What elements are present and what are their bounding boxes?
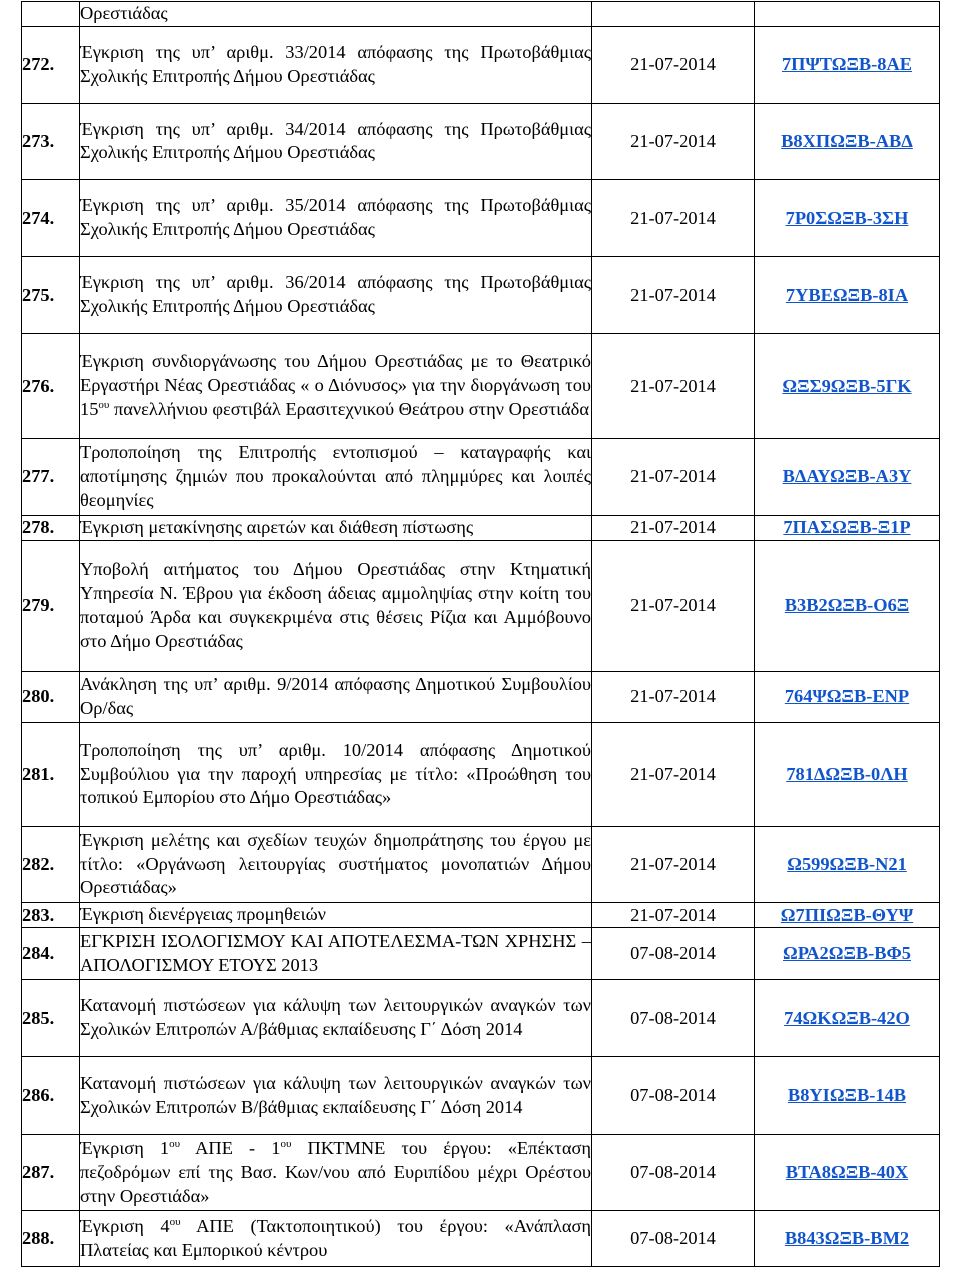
row-ada	[755, 1134, 940, 1211]
ada-link[interactable]: ΒΤΑ8ΩΞΒ-40Χ	[785, 1162, 909, 1183]
row-subject: Ορεστιάδας	[80, 2, 592, 27]
row-number	[22, 2, 80, 27]
ada-link[interactable]: 7Ρ0ΣΩΞΒ-3ΣΗ	[785, 207, 909, 228]
row-number: 280.	[22, 671, 80, 722]
row-number: 275.	[22, 256, 80, 334]
row-number: 287.	[22, 1134, 80, 1211]
row-subject: Έγκριση μελέτης και σχεδίων τευχών δημοπράτησης του έργου με τίτλο: «Οργάνωση λειτουργίας συστήματος μονοπατιών Δήμου Ορεστιάδας»	[80, 826, 592, 903]
ada-link[interactable]: Β843ΩΞΒ-ΒΜ2	[784, 1228, 910, 1249]
row-ada	[755, 256, 940, 334]
row-ada	[755, 103, 940, 180]
table-row	[22, 180, 940, 257]
table-row	[22, 27, 940, 104]
ada-link[interactable]: 764ΨΩΞΒ-ΕΝΡ	[784, 686, 910, 707]
row-subject: Κατανομή πιστώσεων για κάλυψη των λειτουργικών αναγκών των Σχολικών Επιτροπών Β/βάθμιας εκπαίδευσης Γ΄ Δόση 2014	[80, 1057, 592, 1135]
row-subject: Τροποποίηση της υπ’ αριθμ. 10/2014 απόφασης Δημοτικού Συμβούλιου για την παροχή υπηρεσίας με τίτλο: «Προώθηση του τοπικού Εμπορίου στο Δήμο Ορεστιάδας»	[80, 723, 592, 827]
table-row	[22, 826, 940, 903]
table-row	[22, 979, 940, 1057]
row-number: 274.	[22, 180, 80, 257]
row-date: 21-07-2014	[592, 334, 755, 439]
row-number: 277.	[22, 439, 80, 516]
table-row	[22, 1057, 940, 1135]
row-ada	[755, 1211, 940, 1267]
row-ada	[755, 540, 940, 671]
row-date: 21-07-2014	[592, 826, 755, 903]
row-date: 21-07-2014	[592, 903, 755, 928]
row-number: 282.	[22, 826, 80, 903]
ada-link[interactable]: Β8ΧΠΩΞΒ-ΑΒΔ	[781, 130, 913, 151]
row-ada	[755, 515, 940, 540]
row-subject: Ανάκληση της υπ’ αριθμ. 9/2014 απόφασης Δημοτικού Συμβουλίου Ορ/δας	[80, 671, 592, 722]
ada-link[interactable]: 7ΠΑΣΩΞΒ-Ξ1Ρ	[783, 517, 911, 538]
row-ada	[755, 334, 940, 439]
row-subject: Κατανομή πιστώσεων για κάλυψη των λειτουργικών αναγκών των Σχολικών Επιτροπών Α/βάθμιας εκπαίδευσης Γ΄ Δόση 2014	[80, 979, 592, 1057]
ada-link[interactable]: Β8ΥΙΩΞΒ-14Β	[787, 1085, 907, 1106]
row-ada	[755, 180, 940, 257]
row-subject: ΕΓΚΡΙΣΗ ΙΣΟΛΟΓΙΣΜΟΥ ΚΑΙ ΑΠΟΤΕΛΕΣΜΑ-ΤΩΝ ΧΡΗΣΗΣ – ΑΠΟΛΟΓΙΣΜΟΥ ΕΤΟΥΣ 2013	[80, 928, 592, 979]
row-subject: Έγκριση της υπ’ αριθμ. 36/2014 απόφασης της Πρωτοβάθμιας Σχολικής Επιτροπής Δήμου Ορεστιάδας	[80, 256, 592, 334]
ada-link[interactable]: Ω599ΩΞΒ-Ν21	[787, 854, 907, 875]
row-ada	[755, 826, 940, 903]
table-row	[22, 928, 940, 979]
row-ada	[755, 439, 940, 516]
row-subject: Έγκριση της υπ’ αριθμ. 33/2014 απόφασης της Πρωτοβάθμιας Σχολικής Επιτροπής Δήμου Ορεστιάδας	[80, 27, 592, 104]
row-ada	[755, 979, 940, 1057]
row-subject: Έγκριση μετακίνησης αιρετών και διάθεση πίστωσης	[80, 515, 592, 540]
row-date: 07-08-2014	[592, 928, 755, 979]
row-number: 288.	[22, 1211, 80, 1267]
row-date: 07-08-2014	[592, 1057, 755, 1135]
row-number: 272.	[22, 27, 80, 104]
ada-link[interactable]: 7ΥΒΕΩΞΒ-8ΙΑ	[785, 284, 909, 305]
table-row	[22, 671, 940, 722]
row-subject: Υποβολή αιτήματος του Δήμου Ορεστιάδας στην Κτηματική Υπηρεσία Ν. Έβρου για έκδοση άδειας αμμοληψίας στην κοίτη του ποταμού Άρδα και συγκεκριμένα στις θέσεις Ρίζια και Αμμόβουνο στο Δήμο Ορεστιάδας	[80, 540, 592, 671]
table-row	[22, 1134, 940, 1211]
ada-link[interactable]: 7ΠΨΤΩΞΒ-8ΑΕ	[781, 54, 913, 75]
row-subject: Έγκριση της υπ’ αριθμ. 35/2014 απόφασης της Πρωτοβάθμιας Σχολικής Επιτροπής Δήμου Ορεστιάδας	[80, 180, 592, 257]
row-date: 21-07-2014	[592, 540, 755, 671]
ada-link[interactable]: Ω7ΠΙΩΞΒ-ΘΥΨ	[780, 904, 914, 925]
row-date: 21-07-2014	[592, 180, 755, 257]
row-date: 21-07-2014	[592, 671, 755, 722]
table-row	[22, 103, 940, 180]
row-number: 276.	[22, 334, 80, 439]
row-date: 21-07-2014	[592, 723, 755, 827]
row-number: 285.	[22, 979, 80, 1057]
row-date: 07-08-2014	[592, 1211, 755, 1267]
table-row	[22, 903, 940, 928]
row-number: 284.	[22, 928, 80, 979]
row-subject: Έγκριση διενέργειας προμηθειών	[80, 903, 592, 928]
row-subject: Έγκριση συνδιοργάνωσης του Δήμου Ορεστιάδας με το Θεατρικό Εργαστήρι Νέας Ορεστιάδας « ο Διόνυσος» για την διοργάνωση του $15^{o\upsilon}$ πανελλήνιου φεστιβάλ Ερασιτεχνικού Θεάτρου στην Ορεστιάδα	[80, 334, 592, 439]
row-subject: Έγκριση $1^{o\upsilon}$ ΑΠΕ - $1^{o\upsilon}$ ΠΚΤΜΝΕ του έργου: «Επέκταση πεζοδρόμων επί της Βασ. Κων/νου από Ευριπίδου μέχρι Ορέστου στην Ορεστιάδα»	[80, 1134, 592, 1211]
row-number: 273.	[22, 103, 80, 180]
ada-link[interactable]: 74ΩΚΩΞΒ-42Ο	[784, 1007, 910, 1028]
row-number: 283.	[22, 903, 80, 928]
row-subject: Έγκριση $4^{o\upsilon}$ ΑΠΕ (Τακτοποιητικού) του έργου: «Ανάπλαση Πλατείας και Εμπορικού κέντρου	[80, 1211, 592, 1267]
ada-link[interactable]: 781ΔΩΞΒ-0ΛΗ	[786, 763, 908, 784]
row-date: 21-07-2014	[592, 439, 755, 516]
table-row	[22, 1211, 940, 1267]
row-ada	[755, 27, 940, 104]
row-number: 281.	[22, 723, 80, 827]
row-subject: Έγκριση της υπ’ αριθμ. 34/2014 απόφασης της Πρωτοβάθμιας Σχολικής Επιτροπής Δήμου Ορεστιάδας	[80, 103, 592, 180]
table-row	[22, 515, 940, 540]
table-row	[22, 334, 940, 439]
table-row	[22, 540, 940, 671]
row-subject: Τροποποίηση της Επιτροπής εντοπισμού – καταγραφής και αποτίμησης ζημιών που προκαλούνται από πλημμύρες και λοιπές θεομηνίες	[80, 439, 592, 516]
row-number: 278.	[22, 515, 80, 540]
row-ada	[755, 903, 940, 928]
row-ada	[755, 928, 940, 979]
row-date: 21-07-2014	[592, 515, 755, 540]
row-date: 21-07-2014	[592, 256, 755, 334]
ada-link[interactable]: ΩΡΑ2ΩΞΒ-ΒΦ5	[782, 943, 911, 964]
table-row	[22, 256, 940, 334]
row-date: 07-08-2014	[592, 979, 755, 1057]
row-ada	[755, 671, 940, 722]
table-row	[22, 439, 940, 516]
table-row	[22, 2, 940, 27]
row-date: 21-07-2014	[592, 27, 755, 104]
row-number: 279.	[22, 540, 80, 671]
row-ada	[755, 723, 940, 827]
decisions-table	[21, 1, 940, 1267]
row-ada	[755, 1057, 940, 1135]
ada-link[interactable]: Β3Β2ΩΞΒ-Ο6Ξ	[784, 595, 910, 616]
table-row	[22, 723, 940, 827]
row-number: 286.	[22, 1057, 80, 1135]
row-date: 21-07-2014	[592, 103, 755, 180]
ada-link[interactable]: ΒΔΑΥΩΞΒ-Α3Υ	[782, 466, 912, 487]
ada-link[interactable]: ΩΞΣ9ΩΞΒ-5ΓΚ	[782, 375, 912, 396]
row-date: 07-08-2014	[592, 1134, 755, 1211]
